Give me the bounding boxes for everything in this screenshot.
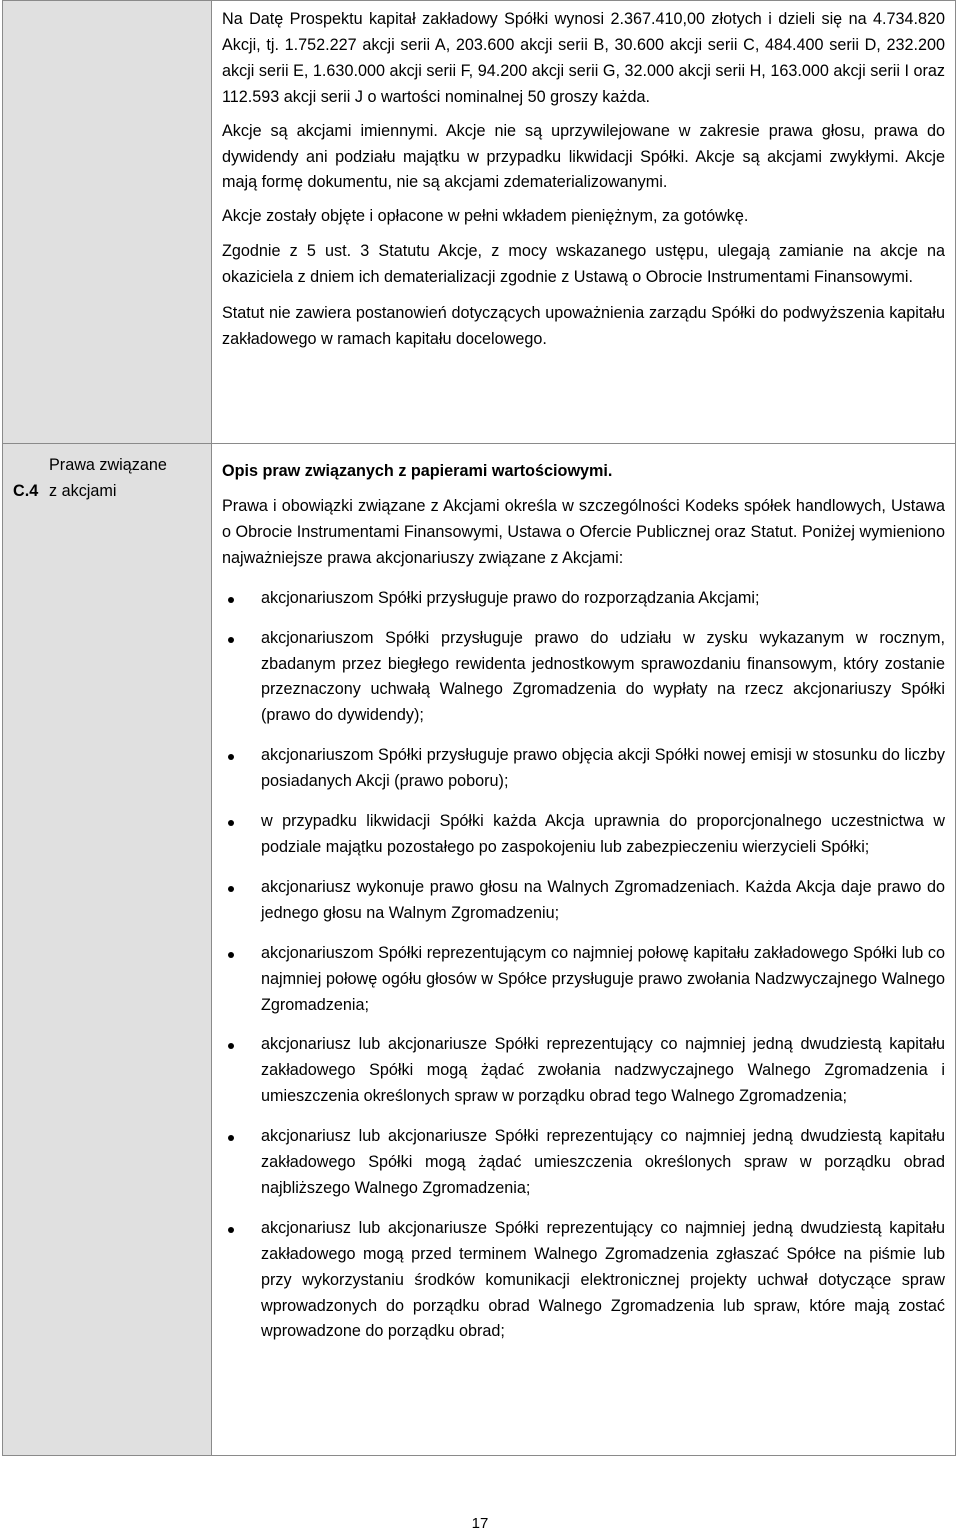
list-item: w przypadku likwidacji Spółki każda Akcja uprawnia do proporcjonalnego uczestnictwa w podziale majątku pozostałego po zaspokojeniu lub zabezpieczeniu wierzycieli Spółki;: [222, 809, 945, 861]
section-code: C.4: [13, 482, 39, 500]
share-capital-paragraph: Na Datę Prospektu kapitał zakładowy Spółki wynosi 2.367.410,00 złotych i dzieli się na 4.734.820 Akcji, tj. 1.752.227 akcji serii A, 203.600 akcji serii B, 30.600 akcji serii C, 484.400 serii D, 232.200 akcji serii E, 1.630.000 akcji serii F, 94.200 akcji serii G, 32.000 akcji serii H, 163.000 akcji serii I oraz 112.593 akcji serii J o wartości nominalnej 50 groszy każda.: [222, 10, 945, 106]
section-title-line: z akcjami: [49, 482, 117, 500]
table-row: [3, 1, 956, 444]
section-content-cell: [212, 444, 956, 1456]
list-item: akcjonariuszom Spółki przysługuje prawo do rozporządzania Akcjami;: [222, 586, 945, 612]
list-item: akcjonariusz lub akcjonariusze Spółki reprezentujący co najmniej jedną dwudziestą kapitału zakładowego Spółki mogą żądać umieszczenia określonych spraw w porządku obrad najbliższego Walnego Zgromadzenia;: [222, 1124, 945, 1202]
list-item: akcjonariuszom Spółki przysługuje prawo do udziału w zysku wykazanym w rocznym, zbadanym przez biegłego rewidenta jednostkowym sprawozdaniu finansowym, który zostanie przeznaczony uchwałą Walnego Zgromadzenia do wypłaty na rzecz akcjonariuszy Spółki (prawo do dywidendy);: [222, 626, 945, 730]
section-title: [49, 452, 167, 504]
bullet-icon: [228, 952, 234, 958]
share-type-paragraph: Akcje są akcjami imiennymi. Akcje nie są uprzywilejowane w zakresie prawa głosu, prawa do dywidendy ani podziału majątku w przypadku likwidacji Spółki. Akcje są akcjami zwykłymi. Akcje mają formę dokumentu, nie są akcjami zdematerializowanymi.: [222, 121, 945, 192]
list-item: akcjonariusz wykonuje prawo głosu na Walnych Zgromadzeniach. Każda Akcja daje prawo do jednego głosu na Walnym Zgromadzeniu;: [222, 875, 945, 927]
bullet-icon: [228, 1227, 234, 1233]
bullet-icon: [228, 637, 234, 643]
payment-paragraph: Akcje zostały objęte i opłacone w pełni wkładem pieniężnym, za gotówkę.: [222, 207, 749, 226]
page-number: 17: [471, 1515, 489, 1532]
bullet-icon: [228, 886, 234, 892]
list-item: akcjonariusz lub akcjonariusze Spółki reprezentujący co najmniej jedną dwudziestą kapitału zakładowego Spółki mogą żądać zwołania nadzwyczajnego Walnego Zgromadzenia i umieszczenia określonych spraw w porządku obrad tego Walnego Zgromadzenia;: [222, 1032, 945, 1110]
authorized-capital-paragraph: Statut nie zawiera postanowień dotyczących upoważnienia zarządu Spółki do podwyższenia kapitału zakładowego w ramach kapitału docelowego.: [222, 304, 945, 348]
list-item: akcjonariuszom Spółki reprezentującym co najmniej połowę kapitału zakładowego Spółki lub co najmniej połowę ogółu głosów w Spółce przysługuje prawo zwołania Nadzwyczajnego Walnego Zgromadzenia;: [222, 941, 945, 1019]
rights-list: [222, 586, 945, 1346]
section-content-cell: [212, 1, 956, 444]
section-heading: Opis praw związanych z papierami wartościowymi.: [222, 462, 613, 480]
bullet-icon: [228, 597, 234, 603]
bullet-icon: [228, 1043, 234, 1049]
bullet-icon: [228, 820, 234, 826]
table-row: [3, 444, 956, 1456]
rights-intro-paragraph: Prawa i obowiązki związane z Akcjami określa w szczególności Kodeks spółek handlowych, Ustawa o Obrocie Instrumentami Finansowymi, Ustawa o Ofercie Publicznej oraz Statut. Poniżej wymieniono najważniejsze prawa akcjonariuszy związane z Akcjami:: [222, 497, 945, 567]
bullet-icon: [228, 1135, 234, 1141]
list-item: akcjonariuszom Spółki przysługuje prawo objęcia akcji Spółki nowej emisji w stosunku do liczby posiadanych Akcji (prawo poboru);: [222, 743, 945, 795]
bullet-icon: [228, 754, 234, 760]
section-label-cell: [3, 444, 212, 1456]
section-label-cell: [3, 1, 212, 444]
statute-conversion-paragraph: Zgodnie z 5 ust. 3 Statutu Akcje, z mocy wskazanego ustępu, ulegają zamianie na akcje na okaziciela z dniem ich dematerializacji zgodnie z Ustawą o Obrocie Instrumentami Finansowymi.: [222, 242, 945, 287]
list-item: akcjonariusz lub akcjonariusze Spółki reprezentujący co najmniej jedną dwudziestą kapitału zakładowego mogą przed terminem Walnego Zgromadzenia zgłaszać Spółce na piśmie lub przy wykorzystaniu środków komunikacji elektronicznej projekty uchwał dotyczące spraw wprowadzonych do porządku obrad Walnego Zgromadzenia lub spraw, które mają zostać wprowadzone do porządku obrad;: [222, 1216, 945, 1346]
summary-table: [2, 0, 956, 1456]
section-title-line: Prawa związane: [49, 456, 167, 474]
